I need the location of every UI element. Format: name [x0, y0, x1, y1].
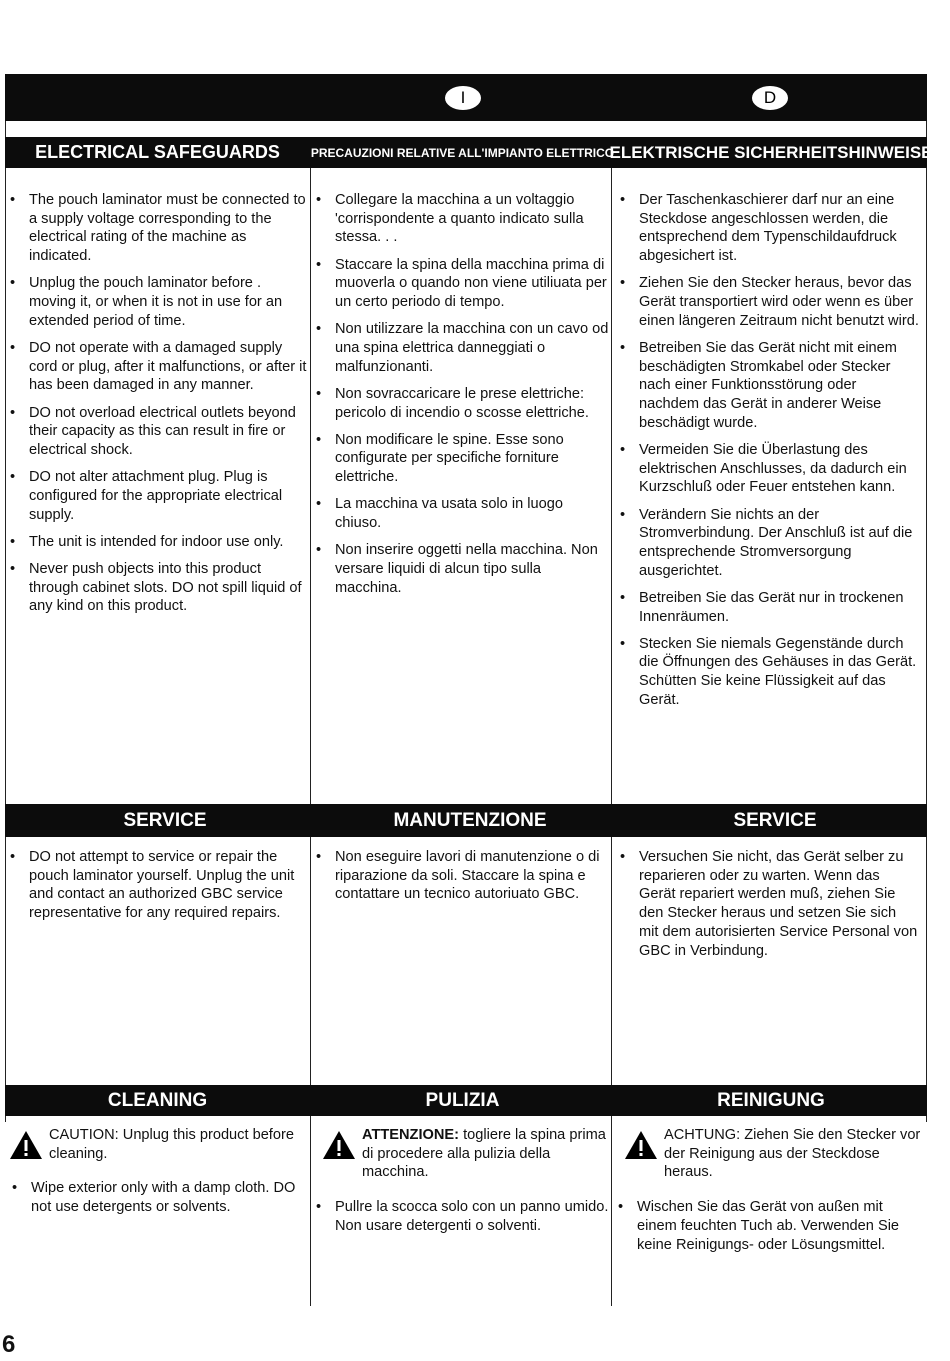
cleaning-title-it: PULIZIA: [425, 1089, 500, 1111]
cleaning-column-en: [9, 1126, 307, 1225]
column-divider: [310, 1116, 311, 1306]
bullet-item: • DO not operate with a damaged supply cord or plug, after it malfunctions, or after it has been damaged in any manner.: [7, 339, 307, 395]
warning-triangle-icon: [624, 1130, 658, 1160]
cleaning-title-en: CLEANING: [107, 1089, 208, 1111]
bullet-item: • The unit is intended for indoor use only.: [7, 533, 307, 552]
cleaning-title-de: REINIGUNG: [717, 1089, 825, 1111]
bullet-item: • Non sovraccaricare le prese elettriche: pericolo di incendio o scosse elettriche.: [313, 385, 609, 422]
bullet-item: • Betreiben Sie das Gerät nicht mit einem beschädigten Stromkabel oder Stecker nach einer Funktionsstörung oder nachdem das Gerät in anderer Weise beschädigt wurde.: [617, 339, 919, 433]
warning-triangle-icon: [9, 1130, 43, 1160]
bullet-item: • DO not overload electrical outlets beyond their capacity as this can result in fire or electrical shock.: [7, 404, 307, 460]
bullet-item: • Der Taschenkaschierer darf nur an eine Steckdose angeschlossen werden, die entsprechend dem Typenschildaufdruck abgesichert ist.: [617, 191, 919, 266]
caution-note-it: [322, 1126, 610, 1182]
caution-text-en: CAUTION: Unplug this product before cleaning.: [49, 1127, 294, 1162]
electrical-column-en: [7, 191, 307, 625]
bullet-item: • Wischen Sie das Gerät von außen mit einem feuchten Tuch ab. Verwenden Sie keine Reinigungs- oder Lösungsmittel.: [615, 1198, 922, 1254]
bullet-item: • Wipe exterior only with a damp cloth. DO not use detergents or solvents.: [9, 1179, 307, 1216]
cleaning-section-header: [5, 1085, 927, 1116]
bullet-item: • Ziehen Sie den Stecker heraus, bevor das Gerät transportiert wird oder wenn es über einen längeren Zeitraum nicht benutzt wird.: [617, 274, 919, 330]
caution-text-it: [362, 1126, 610, 1182]
language-badge-german: D: [752, 86, 788, 110]
bullet-item: • DO not alter attachment plug. Plug is configured for the appropriate electrical supply.: [7, 468, 307, 524]
column-divider: [611, 837, 612, 1085]
electrical-column-it: [313, 191, 609, 606]
caution-text-de: ACHTUNG: Ziehen Sie den Stecker vor der Reinigung aus der Steckdose heraus.: [664, 1127, 921, 1181]
bullet-item: • Verändern Sie nichts an der Stromverbindung. Der Anschluß ist auf die entsprechende Stromversorgung ausgerichtet.: [617, 506, 919, 581]
bullet-item: • The pouch laminator must be connected to a supply voltage corresponding to the electrical rating of the machine as indicated.: [7, 191, 307, 266]
electrical-title-en: ELECTRICAL SAFEGUARDS: [35, 142, 280, 162]
frame-left: [5, 121, 6, 1122]
electrical-column-de: [617, 191, 919, 718]
bullet-item: • Stecken Sie niemals Gegenstände durch die Öffnungen des Gehäuses in das Gerät. Schütten Sie keine Flüssigkeit auf das Gerät.: [617, 635, 919, 710]
bullet-item: • Versuchen Sie nicht, das Gerät selber zu reparieren oder zu warten. Wenn das Gerät repariert werden muß, ziehen Sie den Stecker heraus und setzen Sie sich mit dem autorisierten Service Personal von GBC in Verbindung.: [617, 848, 919, 960]
frame-right: [926, 121, 927, 1122]
bullet-item: • La macchina va usata solo in luogo chiuso.: [313, 495, 609, 532]
service-title-en: SERVICE: [123, 809, 207, 831]
bullet-item: • Unplug the pouch laminator before . moving it, or when it is not in use for an extended period of time.: [7, 274, 307, 330]
electrical-title-de: ELEKTRISCHE SICHERHEITSHINWEISE: [609, 142, 933, 162]
bullet-item: • Never push objects into this product through cabinet slots. DO not spill liquid of any kind on this product.: [7, 560, 307, 616]
caution-note-en: [9, 1126, 307, 1163]
bullet-item: • Vermeiden Sie die Überlastung des elektrischen Anschlusses, da dadurch ein Kurzschluß oder Feuer entstehen kann.: [617, 441, 919, 497]
cleaning-column-it: [322, 1126, 610, 1244]
bullet-item: • Pullre la scocca solo con un panno umido. Non usare detergenti o solventi.: [313, 1198, 610, 1235]
column-divider: [310, 168, 311, 804]
column-divider: [611, 1116, 612, 1306]
service-title-de: SERVICE: [733, 809, 817, 831]
bullet-item: • Non eseguire lavori di manutenzione o di riparazione da soli. Staccare la spina e contattare un tecnico autoriuato GBC.: [313, 848, 609, 904]
electrical-section-header: [5, 137, 933, 168]
bullet-item: • DO not attempt to service or repair the pouch laminator yourself. Unplug the unit and contact an authorized GBC service representative for any required repairs.: [7, 848, 307, 923]
caution-label-it: ATTENZIONE:: [362, 1127, 460, 1143]
bullet-item: • Non inserire oggetti nella macchina. Non versare liquidi di alcun tipo sulla macchina.: [313, 541, 609, 597]
page-number: 6: [2, 1331, 16, 1358]
service-section-header: [5, 804, 927, 837]
cleaning-column-de: [624, 1126, 922, 1263]
language-badge-italian: I: [445, 86, 481, 110]
service-column-en: [7, 848, 307, 931]
bullet-item: • Non modificare le spine. Esse sono configurate per specifiche forniture elettriche.: [313, 431, 609, 487]
electrical-title-it: PRECAUZIONI RELATIVE ALL'IMPIANTO ELETTRICO: [310, 145, 615, 160]
column-divider: [310, 837, 311, 1085]
warning-triangle-icon: [322, 1130, 356, 1160]
bullet-item: • Collegare la macchina a un voltaggio 'corrispondente a quanto indicato sulla stessa. . .: [313, 191, 609, 247]
bullet-item: • Staccare la spina della macchina prima di muoverla o quando non viene utiliuata per un certo periodo di tempo.: [313, 256, 609, 312]
caution-body-it: togliere la spina prima di procedere alla pulizia della macchina.: [362, 1127, 606, 1181]
service-column-it: [313, 848, 609, 913]
service-column-de: [617, 848, 919, 969]
service-title-it: MANUTENZIONE: [393, 809, 547, 831]
column-divider: [611, 168, 612, 804]
bullet-item: • Betreiben Sie das Gerät nur in trockenen Innenräumen.: [617, 589, 919, 626]
caution-note-de: [624, 1126, 922, 1182]
bullet-item: • Non utilizzare la macchina con un cavo od una spina elettrica danneggiati o malfunzionanti.: [313, 320, 609, 376]
